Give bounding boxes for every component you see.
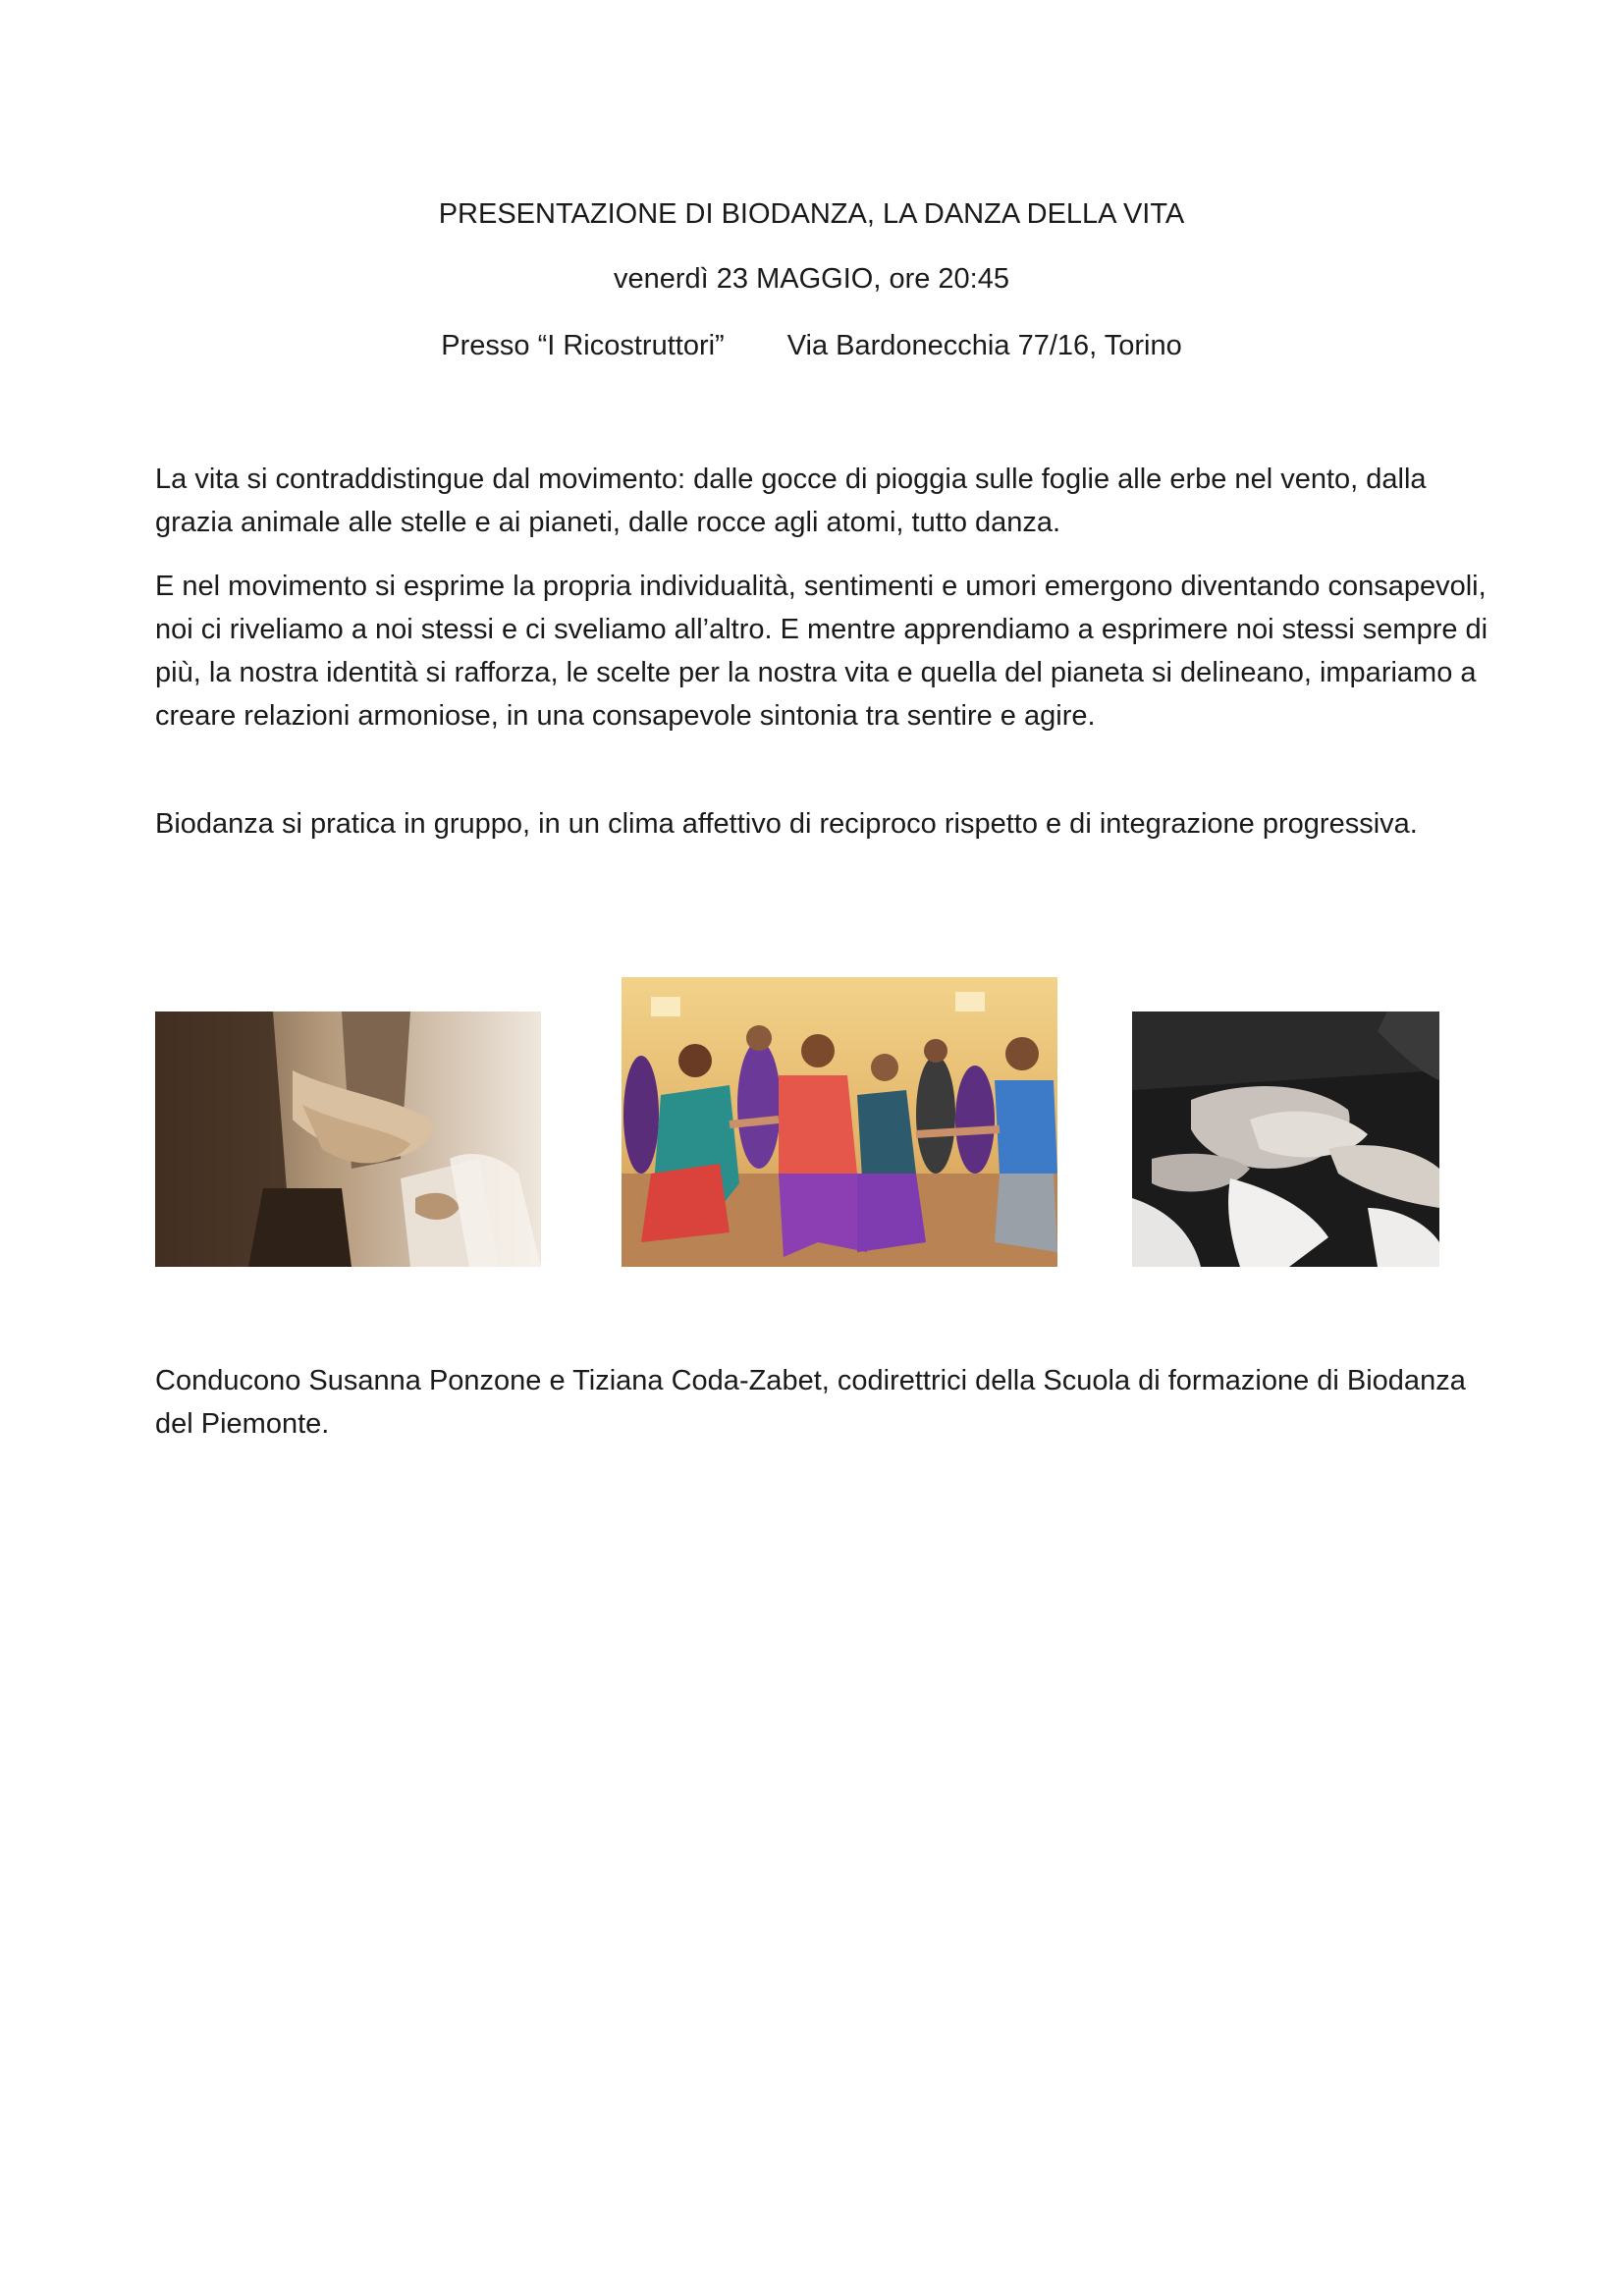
circle-dance-photo <box>622 977 1057 1267</box>
intro-paragraph: La vita si contraddistingue dal movimento: dalle gocce di pioggia sulle foglie alle erbe nel vento, dalla grazia animale alle stelle e ai pianeti, dalle rocce agli atomi, tutto danza. <box>155 464 1427 538</box>
event-date: venerdì 23 MAGGIO, ore 20:45 <box>614 263 1009 295</box>
venue-address: Via Bardonecchia 77/16, Torino <box>786 330 1182 361</box>
conductors-paragraph: Conducono Susanna Ponzone e Tiziana Coda-Zabet, codirettrici della Scuola di formazione di Biodanza del Piemonte. <box>155 1365 1466 1440</box>
event-venue <box>0 328 1623 363</box>
held-hands-photo <box>155 1011 541 1267</box>
group-paragraph: Biodanza si pratica in gruppo, in un clima affettivo di reciproco rispetto e di integrazione progressiva. <box>155 808 1418 840</box>
page-title: PRESENTAZIONE DI BIODANZA, LA DANZA DELLA VITA <box>438 198 1185 230</box>
stacked-hands-photo <box>1132 1011 1439 1267</box>
movement-paragraph: E nel movimento si esprime la propria individualità, sentimenti e umori emergono diventando consapevoli, noi ci riveliamo a noi stessi e ci sveliamo all’altro. E mentre apprendiamo a esprimere noi stessi sempre di più, la nostra identità si rafforza, le scelte per la nostra vita e quella del pianeta si delineano, impariamo a creare relazioni armoniose, in una consapevole sintonia tra sentire e agire. <box>155 571 1488 732</box>
venue-name: Presso “I Ricostruttori” <box>441 330 725 361</box>
